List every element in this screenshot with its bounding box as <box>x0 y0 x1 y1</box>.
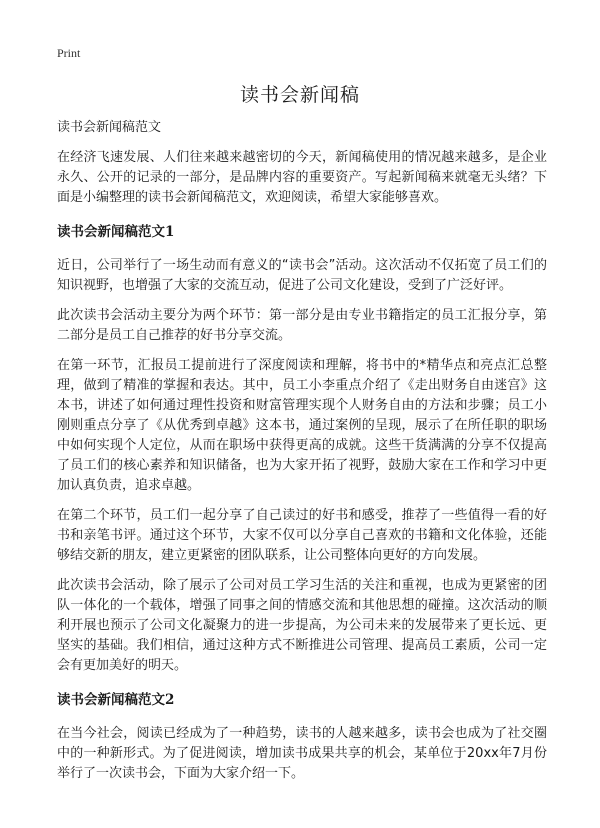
page-title: 读书会新闻稿 <box>239 84 360 106</box>
section-heading: 读书会新闻稿范文2 <box>57 692 175 708</box>
paragraph: 此次读书会活动，除了展示了公司对员工学习生活的关注和重视，也成为更紧密的团队一体化的一个载体，增强了同事之间的情感交流和其他思想的碰撞。这次活动的顺利开展也预示了公司文化凝聚力的进一步提高，为公司未来的发展带来了更长远、更坚实的基础。我们相信，通过这种方式不断推进公司管理、提高员工素质，公司一定会有更加美好的明天。 <box>57 578 547 673</box>
section-heading: 读书会新闻稿范文1 <box>57 224 175 240</box>
article-body <box>57 118 547 794</box>
paragraph: 近日，公司举行了一场生动而有意义的“读书会”活动。这次活动不仅拓宽了员工们的知识视野，也增强了大家的交流互动，促进了公司文化建设，受到了广泛好评。 <box>57 258 547 293</box>
paragraph: 此次读书会活动主要分为两个环节：第一部分是由专业书籍指定的员工汇报分享，第二部分是员工自己推荐的好书分享交流。 <box>57 308 547 343</box>
paragraph: 在当今社会，阅读已经成为了一种趋势，读书的人越来越多，读书会也成为了社交圈中的一种新形式。为了促进阅读，增加读书成果共享的机会，某单位于20xx年7月份举行了一次读书会，下面为大家介绍一下。 <box>57 726 547 781</box>
print-link[interactable]: Print <box>57 46 81 60</box>
paragraph: 在第一环节，汇报员工提前进行了深度阅读和理解，将书中的*精华点和亮点汇总整理，做到了精准的掌握和表达。其中，员工小李重点介绍了《走出财务自由迷宫》这本书，讲述了如何通过理性投资和财富管理实现个人财务自由的方法和步骤；员工小刚则重点分享了《从优秀到卓越》这本书，通过案例的呈现，展示了在所任职的职场中如何实现个人定位，从而在职场中获得更高的成就。这些干货满满的分享不仅提高了员工们的核心素养和知识储备，也为大家开拓了视野，鼓励大家在工作和学习中更加认真负责，追求卓越。 <box>57 358 547 493</box>
article-subtitle: 读书会新闻稿范文 <box>57 120 162 135</box>
paragraph: 在第二个环节，员工们一起分享了自己读过的好书和感受，推荐了一些值得一看的好书和亲笔书评。通过这个环节，大家不仅可以分享自己喜欢的书籍和文化体验，还能够结交新的朋友，建立更紧密的团队联系，让公司整体向更好的方向发展。 <box>57 508 547 563</box>
intro-paragraph: 在经济飞速发展、人们往来越来越密切的今天，新闻稿使用的情况越来越多，是企业永久、公开的记录的一部分，是品牌内容的重要资产。写起新闻稿来就毫无头绪？下面是小编整理的读书会新闻稿范文，欢迎阅读，希望大家能够喜欢。 <box>57 150 547 205</box>
